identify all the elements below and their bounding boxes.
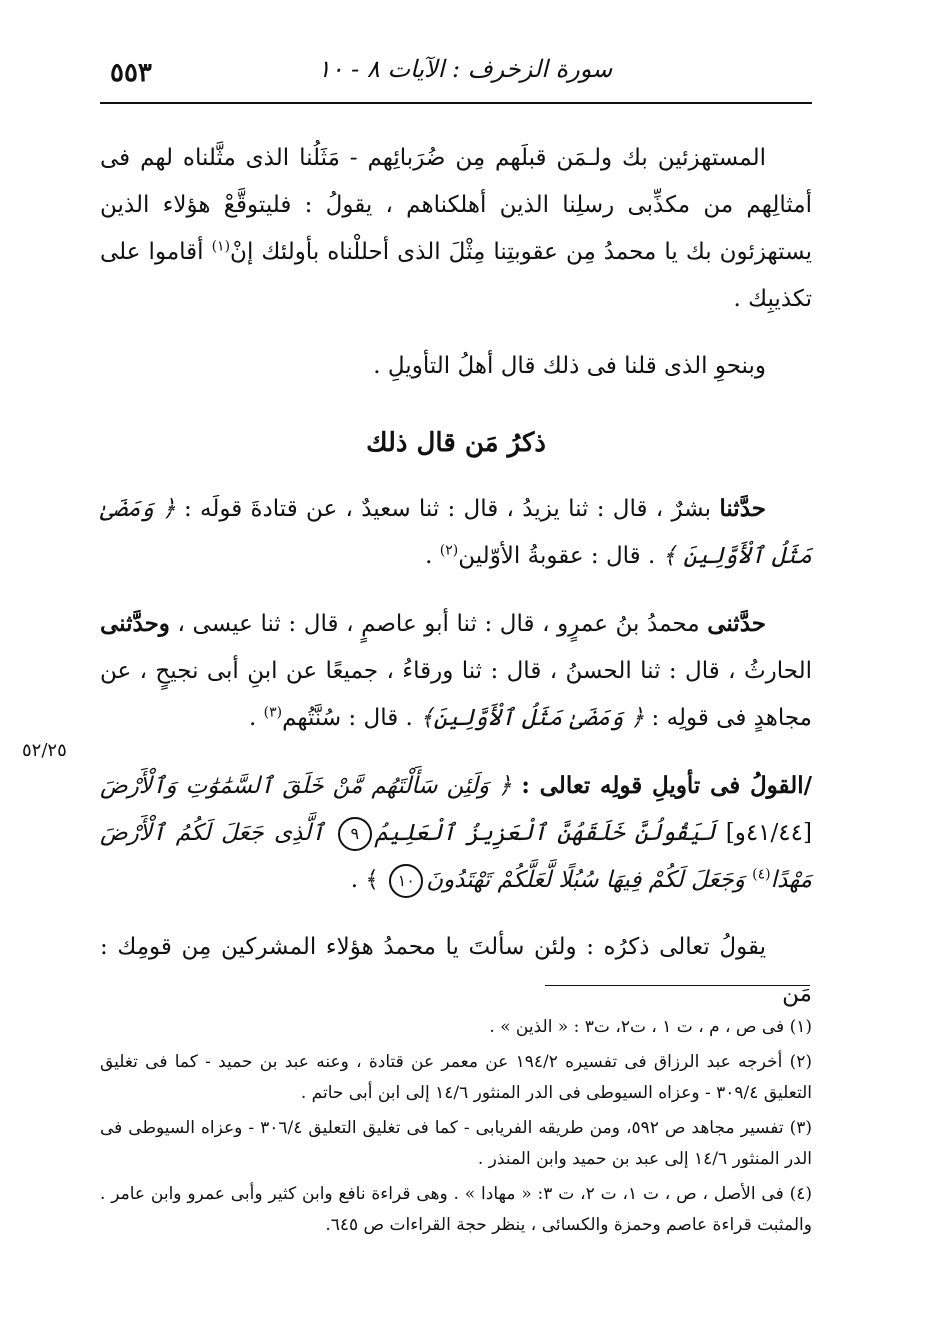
verse-part-d: وَجَعَلَ لَكُمْ فِيهَا سُبُلًا لَّعَلَّكُمْ تَهْتَدُونَ (426, 867, 753, 893)
running-title: سورة الزخرف : الآيات ٨ - ١٠ (317, 55, 613, 83)
page-number: ٥٥٣ (110, 58, 152, 88)
paragraph-last: يقولُ تعالى ذكرُه : ولئن سألتَ يا محمدُ هؤلاء المشركين مِن قومِك : مَن (100, 934, 812, 1007)
hadith-2-lead: حدَّثنى (707, 610, 766, 637)
hadith-2-text: محمدُ بنُ عمرٍو ، قال : ثنا أبو عاصمٍ ، قال : ثنا عيسى ، (169, 611, 708, 637)
footnotes (100, 1012, 812, 1245)
footnote-2: (٢) أخرجه عبد الرزاق فى تفسيره ١٩٤/٢ عن معمر عن قتادة ، وعنه عبد بن حميد - كما فى تغليق التعليق ٣٠٩/٤ - وعزاه السيوطى فى الدر المنثور ١٤/٦ إلى ابن أبى حاتم . (100, 1052, 812, 1103)
main-text (100, 135, 812, 1018)
footnote-marker-4: (٤) (752, 866, 771, 883)
footnote-4: (٤) فى الأصل ، ص ، ت ١، ت ٢، ت ٣: « مهادا » . وهى قراءة نافع وابن كثير وأبى عمرو وابن عامر . والمثبت قراءة عاصم وحمزة والكسائى ، ينظر حجة القراءات ص ٦٤٥. (100, 1184, 812, 1235)
section-heading: ذكرُ مَن قال ذلك (366, 428, 546, 458)
verse-paragraph (100, 762, 812, 904)
footnote-marker-1: (١) (211, 238, 231, 255)
paragraph-1-tail: أقاموا على تكذيبِك . (100, 239, 812, 312)
paragraph-1 (100, 135, 812, 323)
hadith-1-text: بشرٌ ، قال : ثنا يزيدُ ، قال : ثنا سعيدٌ ، عن قتادةَ قولَه : (175, 496, 720, 522)
verse-end: ﴾ . (350, 867, 387, 893)
paragraph-2: وبنحوِ الذى قلنا فى ذلك قال أهلُ التأويلِ . (373, 353, 766, 379)
margin-reference: ٥٢/٢٥ (22, 740, 67, 761)
footnote-rule (545, 985, 810, 986)
hadith-2-quran: ﴿ وَمَضَىٰ مَثَلُ ٱلْأَوَّلِينَ﴾ (420, 705, 645, 731)
footnote-marker-2: (٢) (439, 542, 459, 559)
hadith-1-quran: ﴿ وَمَضَىٰ مَثَلُ ٱلْأَوَّلِينَ ﴾ (100, 496, 812, 569)
verse-part-a: ﴿ وَلَئِن سَأَلْتَهُم مَّنْ خَلَقَ ٱلسَّمَٰوَٰتِ وَٱلْأَرْضَ (100, 773, 512, 799)
footnote-1: (١) فى ص ، م ، ت ١ ، ت٢، ت٣ : « الذين » . (489, 1017, 812, 1037)
hadith-2 (100, 600, 812, 742)
hadith-2-lead-2: وحدَّثنى (100, 610, 170, 637)
hadith-1 (100, 485, 812, 580)
verse-part-c: ٱلَّذِى جَعَلَ لَكُمُ ٱلْأَرْضَ مَهْدًا (100, 820, 812, 893)
folio-marker: [٤١/٤٤و] (715, 820, 812, 846)
ayah-number-10: ١٠ (389, 864, 423, 898)
footnote-marker-3: (٣) (263, 704, 283, 721)
paragraph-1-text: المستهزئين بك ولـمَن قبلَهم مِن ضُرَبائِهم - مَثَلُنا الذى مثَّلناه لهم فى أمثالِهم من مكذِّبى رسلِنا الذين أهلكناهم ، يقولُ : فليتوقَّعْ هؤلاء الذين يستهزئون بك يا محمدُ مِن عقوبتِنا مِثْلَ الذى أحللْناه بأولئك إنْ (100, 145, 812, 265)
footnote-3: (٣) تفسير مجاهد ص ٥٩٢، ومن طريقه الفريابى - كما فى تغليق التعليق ٣٠٦/٤ - وعزاه السيوطى فى الدر المنثور ١٤/٦ إلى عبد بن حميد وابن المنذر . (100, 1118, 812, 1169)
verse-lead: /القولُ فى تأويلِ قولِه تعالى : (511, 772, 812, 799)
hadith-1-lead: حدَّثنا (719, 495, 766, 522)
hadith-1-end: . (425, 543, 440, 569)
verse-part-b: لَيَقُولُنَّ خَلَقَهُنَّ ٱلْعَزِيزُ ٱلْعَلِيمُ (374, 820, 716, 846)
header-rule (100, 102, 812, 104)
hadith-1-after: . قال : عقوبةُ الأوّلين (458, 543, 663, 569)
hadith-2-text-2: الحارثُ ، قال : ثنا الحسنُ ، قال : ثنا ورقاءُ ، جميعًا عن ابنِ أبى نجيحٍ ، عن مجاهدٍ فى قولِه : (100, 658, 812, 731)
hadith-2-end: . (248, 705, 264, 731)
hadith-2-after: . قال : سُنَّتُهم (282, 705, 421, 731)
ayah-number-9: ٩ (338, 817, 372, 851)
